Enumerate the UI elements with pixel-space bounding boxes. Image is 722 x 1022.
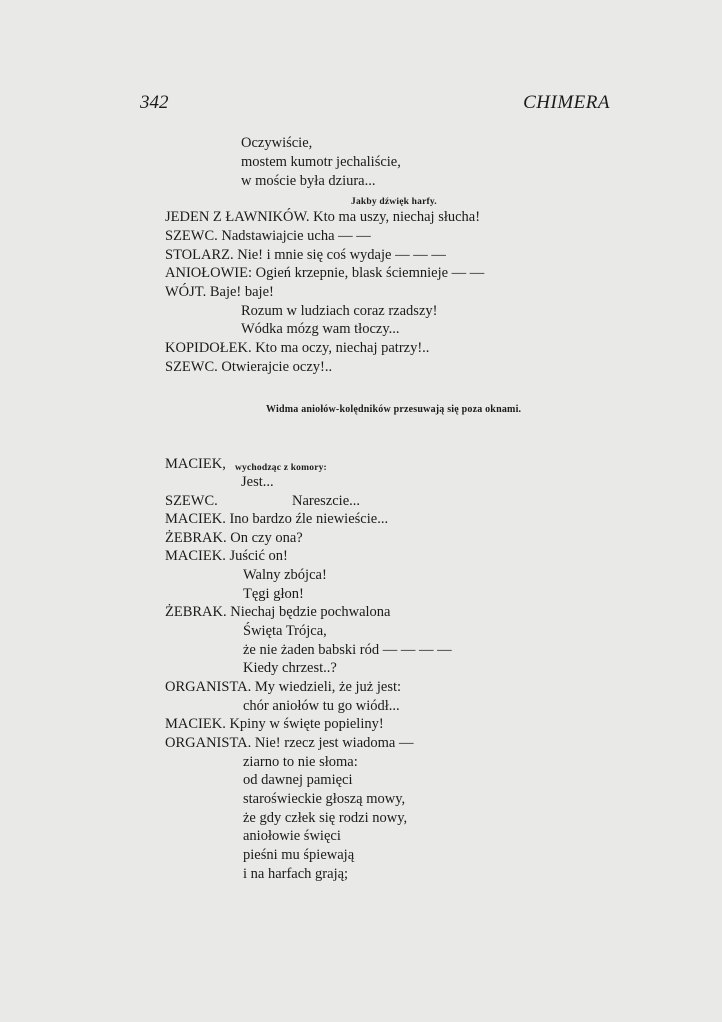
verse-line: od dawnej pamięci	[243, 772, 353, 788]
stage-direction: Widma aniołów-kolędników przesuwają się poza oknami.	[266, 404, 522, 415]
verse-line: ORGANISTA. Nie! rzecz jest wiadoma —	[165, 735, 414, 751]
verse-line: WÓJT. Baje! baje!	[165, 284, 274, 300]
verse-line: że nie żaden babski ród — — — —	[243, 642, 452, 658]
verse-line: pieśni mu śpiewają	[243, 847, 355, 863]
running-title: CHIMERA	[523, 92, 610, 113]
verse-line: SZEWC. Nadstawiajcie ucha — —	[165, 228, 371, 244]
verse-line: Jest...	[241, 474, 274, 490]
verse-line: JEDEN Z ŁAWNIKÓW. Kto ma uszy, niechaj słucha!	[165, 209, 481, 225]
verse-line: Nareszcie...	[292, 493, 361, 509]
verse-line: ziarno to nie słoma:	[243, 754, 358, 770]
verse-line: mostem kumotr jechaliście,	[241, 154, 401, 170]
speaker: SZEWC.	[165, 493, 218, 509]
verse-line: i na harfach grają;	[243, 866, 349, 882]
verse-line: ANIOŁOWIE: Ogień krzepnie, blask ściemnieje — —	[165, 265, 485, 281]
stage-direction: Jakby dźwięk harfy.	[351, 197, 437, 207]
verse-line: Walny zbójca!	[243, 567, 327, 583]
verse-line: chór aniołów tu go wiódł...	[243, 698, 400, 714]
verse-line: w moście była dziura...	[241, 173, 376, 189]
verse-line: ORGANISTA. My wiedzieli, że już jest:	[165, 679, 402, 695]
verse-line: STOLARZ. Nie! i mnie się coś wydaje — — —	[165, 247, 446, 263]
verse-line: aniołowie święci	[243, 828, 341, 844]
speaker: MACIEK,	[165, 456, 226, 472]
verse-line: MACIEK. Ino bardzo źle niewieście...	[165, 511, 389, 527]
verse-line: MACIEK. Kpiny w święte popieliny!	[165, 716, 384, 732]
verse-line: Święta Trójca,	[243, 623, 327, 639]
stage-direction: wychodząc z komory:	[235, 463, 327, 473]
page-number: 342	[140, 92, 169, 113]
verse-line: KOPIDOŁEK. Kto ma oczy, niechaj patrzy!..	[165, 340, 430, 356]
verse-line: Rozum w ludziach coraz rzadszy!	[241, 303, 438, 319]
verse-line: Wódka mózg wam tłoczy...	[241, 321, 400, 337]
verse-line: Oczywiście,	[241, 135, 313, 151]
verse-line: Tęgi głon!	[243, 586, 304, 602]
verse-line: staroświeckie głoszą mowy,	[243, 791, 406, 807]
verse-line: ŻEBRAK. Niechaj będzie pochwalona	[165, 604, 391, 620]
verse-line: SZEWC. Otwierajcie oczy!..	[165, 359, 333, 375]
verse-line: Kiedy chrzest..?	[243, 660, 337, 676]
verse-line: MACIEK. Juścić on!	[165, 548, 288, 564]
verse-line: ŻEBRAK. On czy ona?	[165, 530, 303, 546]
verse-line: że gdy człek się rodzi nowy,	[243, 810, 408, 826]
